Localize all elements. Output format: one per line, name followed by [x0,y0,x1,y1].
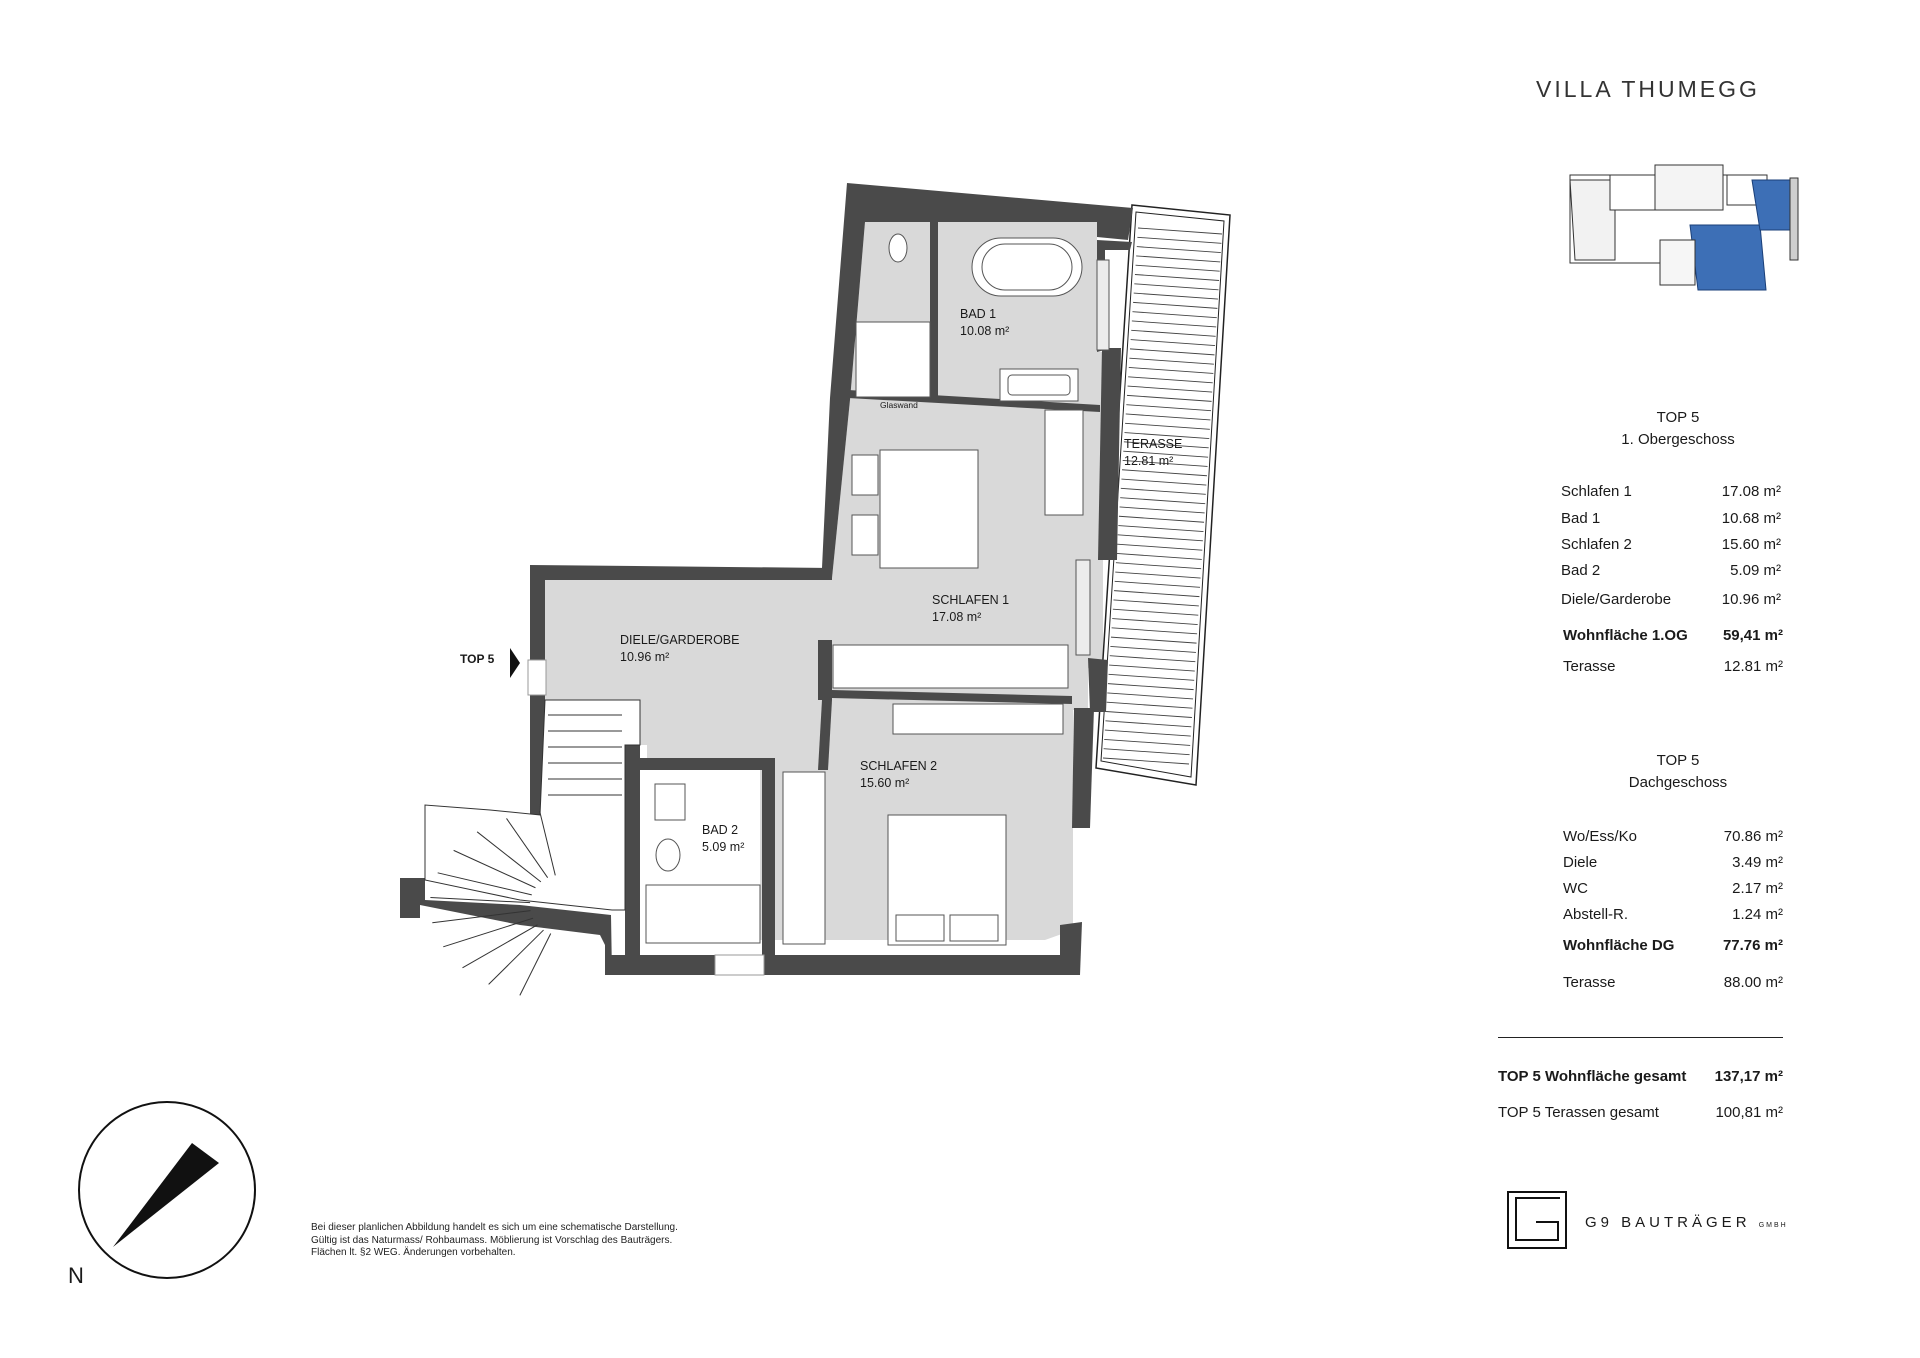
washbasin-icon [1000,369,1078,401]
nightstand-icon [852,515,878,555]
area-row: Schlafen 2 15.60 m² [1561,536,1781,553]
pillow-icon [896,915,944,941]
wall-bad1-wc [930,220,938,398]
room-area: 12.81 m² [1124,454,1174,468]
area-row: Wo/Ess/Ko 70.86 m² [1563,828,1783,845]
north-label: N [68,1263,84,1288]
section-heading: TOP 5 [1656,752,1700,769]
room-bad1 [960,306,1009,340]
company-name: G9 BAUTRÄGER GMBH [1585,1214,1788,1231]
bad2-window [715,955,764,975]
project-title: VILLA THUMEGG [1536,76,1760,102]
area-total-row: Wohnfläche DG 77.76 m² [1563,937,1783,954]
key-plan [1570,165,1798,290]
north-arrow [79,1102,255,1278]
wardrobe-icon [893,704,1063,734]
wall-south-right [764,955,1080,975]
area-total-row: Wohnfläche 1.OG 59,41 m² [1563,627,1783,644]
north-arrow-icon [113,1143,219,1247]
room-area: 10.96 m² [620,650,670,664]
room-diele [620,632,739,666]
room-name: TERASSE [1124,437,1183,451]
area-row: Diele 3.49 m² [1563,854,1783,871]
toilet-icon [889,234,907,262]
shower-tray [856,322,930,397]
window-icon [1097,260,1109,350]
wall-south-left [611,955,715,975]
entrance-door[interactable] [528,660,546,695]
glass-wall-label: Glaswand [880,400,918,410]
double-bed-icon [880,450,978,568]
room-name: BAD 1 [960,307,997,321]
bathtub-icon [972,238,1082,296]
area-row: Schlafen 1 17.08 m² [1561,483,1781,500]
room-name: BAD 2 [702,823,739,837]
wall-bad2-east [762,758,775,955]
section-og-header [1558,407,1798,451]
entrance-label: TOP 5 [460,652,495,666]
room-area: 5.09 m² [702,840,745,854]
room-name: SCHLAFEN 1 [932,593,1010,607]
divider [1498,1037,1783,1038]
room-terrace [1124,436,1182,470]
terrace-row: Terasse 88.00 m² [1563,974,1783,991]
section-dg-header [1558,750,1798,794]
wall-east-schlafen1-b [1088,658,1108,712]
toilet-icon [656,839,680,871]
room-name: DIELE/GARDEROBE [620,633,740,647]
area-row: Diele/Garderobe 10.96 m² [1561,591,1781,608]
nightstand-icon [852,455,878,495]
section-subheading: 1. Obergeschoss [1621,431,1735,448]
wardrobe-icon [783,772,825,944]
wardrobe-icon [833,645,1068,688]
shower-tray [646,885,760,943]
company-logo [1508,1192,1566,1248]
room-area: 15.60 m² [860,776,910,790]
room-schlafen2 [860,758,937,792]
wall-bad2-north [640,758,762,770]
room-schlafen1 [932,592,1009,626]
entrance-arrow-icon [510,648,520,678]
wall-schlafen1-west-stub [818,640,832,700]
section-subheading: Dachgeschoss [1628,774,1728,791]
highlighted-unit [1690,225,1766,290]
room-area: 17.08 m² [932,610,982,624]
area-row: WC 2.17 m² [1563,880,1783,897]
area-row: Abstell-R. 1.24 m² [1563,906,1783,923]
wall-east-schlafen2 [1072,708,1094,828]
terrace-total-row: TOP 5 Terassen gesamt 100,81 m² [1498,1104,1783,1121]
window-icon [1076,560,1090,655]
wall-bad2-west [625,742,640,975]
area-row: Bad 1 10.68 m² [1561,510,1781,527]
section-heading: TOP 5 [1656,409,1700,426]
room-name: SCHLAFEN 2 [860,759,938,773]
area-row: Bad 2 5.09 m² [1561,562,1781,579]
pillow-icon [950,915,998,941]
wardrobe-icon [1045,410,1083,515]
room-area: 10.08 m² [960,324,1010,338]
living-total-row: TOP 5 Wohnfläche gesamt 137,17 m² [1498,1068,1783,1085]
disclaimer: Bei dieser planlichen Abbildung handelt es sich um eine schematische Darstellung. Gültig ist das Naturmass/ Rohbaumass. Möblierung ist Vorschlag des Bauträgers. Flächen lt. §2 WEG. Änderungen vorbehalten. [311,1222,678,1258]
wall-east-schlafen1-a [1098,348,1121,560]
washbasin-icon [655,784,685,820]
terrace-row: Terasse 12.81 m² [1563,658,1783,675]
room-bad2 [702,822,744,856]
